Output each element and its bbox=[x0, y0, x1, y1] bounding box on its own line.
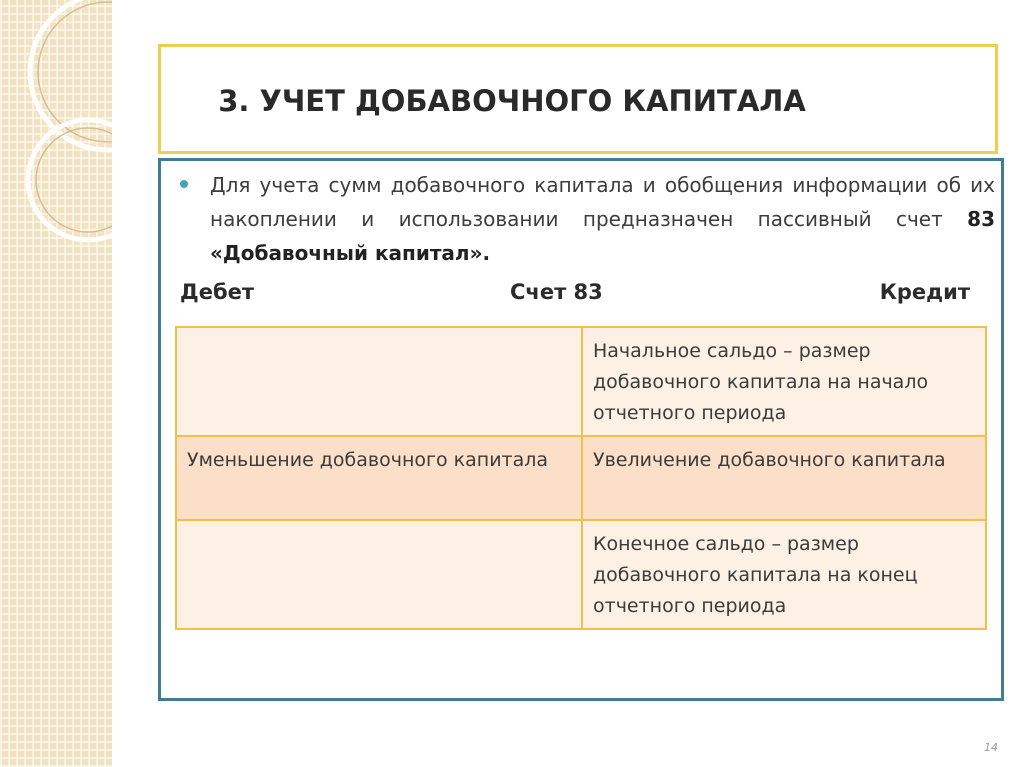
account-label: Счет 83 bbox=[510, 280, 603, 304]
credit-cell: Конечное сальдо – размер добавочного капитала на конец отчетного периода bbox=[582, 520, 986, 629]
t-account-header bbox=[180, 280, 970, 314]
page-number: 14 bbox=[984, 741, 998, 754]
credit-cell: Начальное сальдо – размер добавочного капитала на начало отчетного периода bbox=[582, 327, 986, 436]
debit-cell: Уменьшение добавочного капитала bbox=[176, 436, 582, 520]
credit-label: Кредит bbox=[879, 280, 970, 304]
credit-cell: Увеличение добавочного капитала bbox=[582, 436, 986, 520]
intro-text: Для учета сумм добавочного капитала и обобщения информации об их накоплении и использовании предназначен пассивный счет bbox=[210, 173, 995, 231]
debit-cell bbox=[176, 520, 582, 629]
t-account-table bbox=[175, 326, 987, 630]
debit-cell bbox=[176, 327, 582, 436]
table-row bbox=[176, 520, 986, 629]
intro-paragraph bbox=[210, 168, 995, 270]
table-row bbox=[176, 436, 986, 520]
debit-label: Дебет bbox=[180, 280, 255, 304]
slide-title: 3. УЧЕТ ДОБАВОЧНОГО КАПИТАЛА bbox=[218, 84, 806, 118]
bullet-icon bbox=[180, 180, 188, 188]
table-row bbox=[176, 327, 986, 436]
intro-account-name: 83 «Добавочный капитал». bbox=[210, 207, 995, 265]
